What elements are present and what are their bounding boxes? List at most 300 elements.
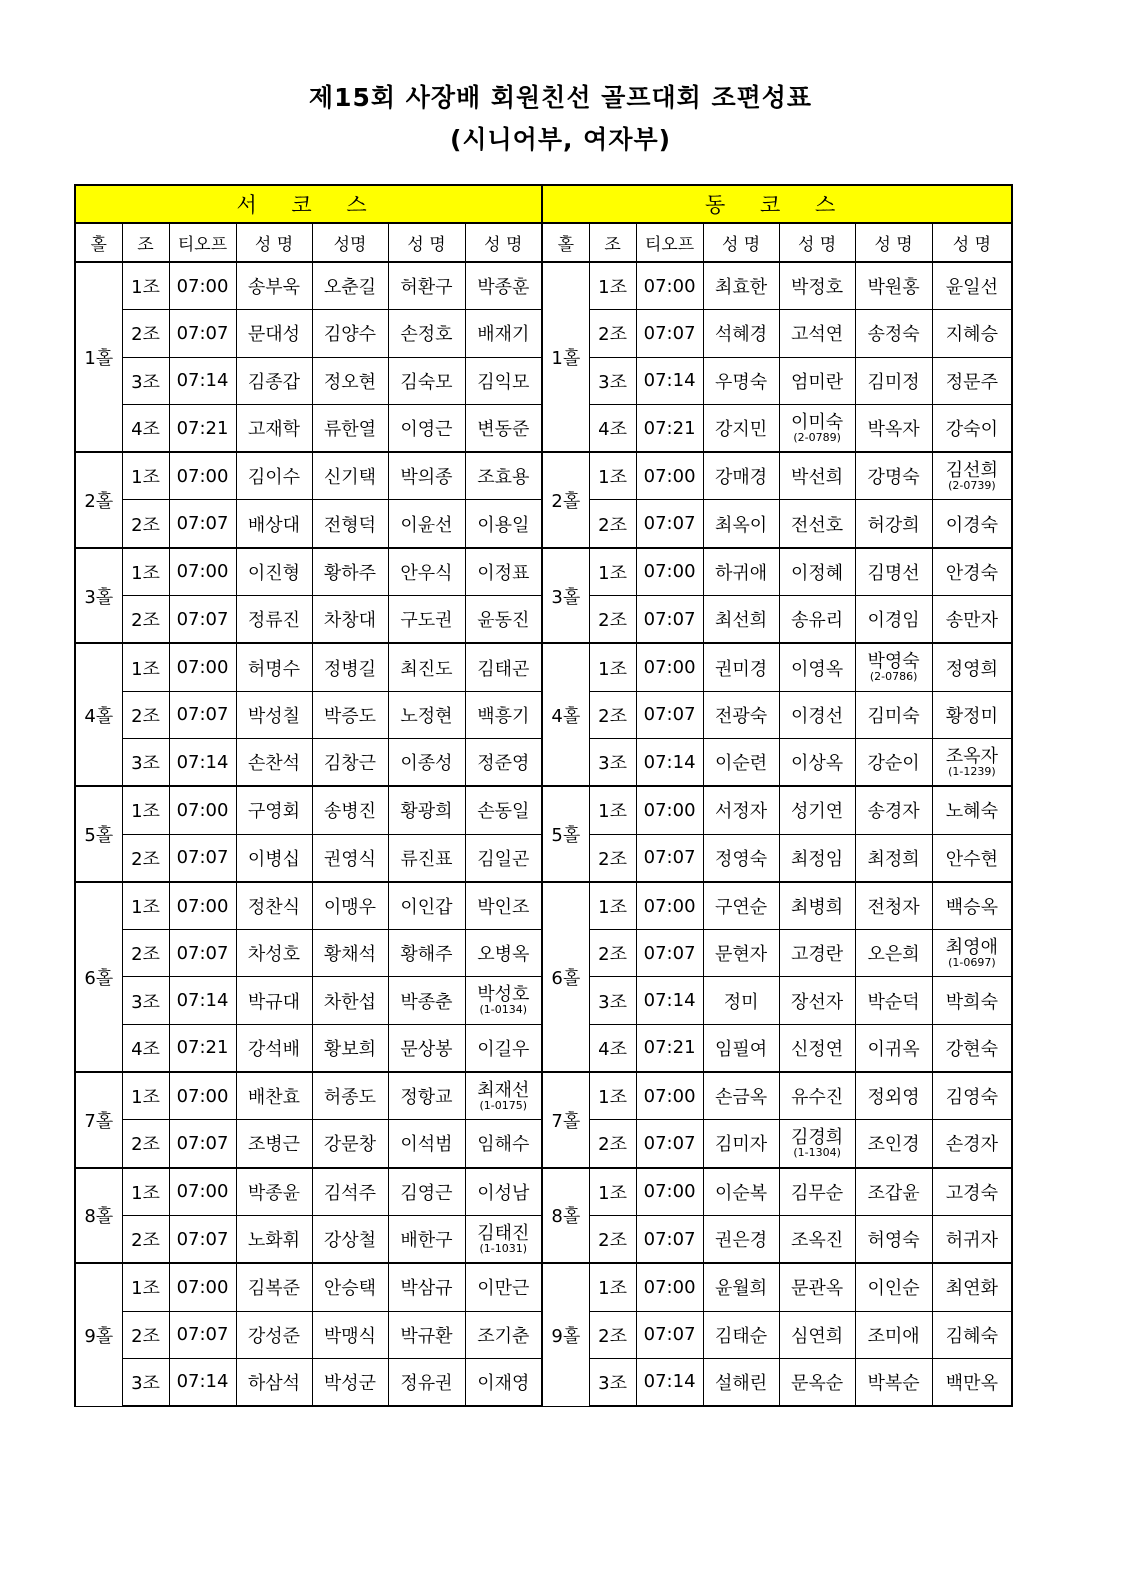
east-player-name: 최옥이: [703, 500, 779, 548]
east-tee-time: 07:00: [636, 1263, 703, 1311]
east-player-name: 안경숙: [932, 548, 1012, 596]
west-tee-time: 07:00: [169, 1263, 236, 1311]
table-row: [75, 882, 1012, 930]
east-player-name: 조인경: [855, 1120, 932, 1168]
west-header-group: 조: [122, 223, 169, 262]
east-group: 3조: [589, 738, 636, 786]
west-player-name: 황하주: [312, 548, 388, 596]
west-group: 4조: [122, 1024, 169, 1072]
west-player-name: 권영식: [312, 834, 388, 882]
east-tee-time: 07:14: [636, 738, 703, 786]
west-player-name: [465, 977, 542, 1024]
west-player-name: 류진표: [388, 834, 465, 882]
east-group: 2조: [589, 834, 636, 882]
west-group: 2조: [122, 1311, 169, 1358]
west-course-header: 서 코 스: [75, 185, 542, 223]
west-tee-time: 07:14: [169, 1358, 236, 1406]
east-hole-label: 1홀: [542, 262, 589, 452]
west-player-name: 이용일: [465, 500, 542, 548]
west-player-name: 김익모: [465, 357, 542, 404]
east-player-name: 송정숙: [855, 310, 932, 357]
west-tee-time: 07:07: [169, 310, 236, 357]
east-tee-time: 07:00: [636, 1168, 703, 1216]
west-player-name: 정준영: [465, 738, 542, 786]
east-player-name: 고석연: [779, 310, 855, 357]
east-player-name: 윤일선: [932, 262, 1012, 310]
west-group: 1조: [122, 1072, 169, 1120]
east-hole-label: 6홀: [542, 882, 589, 1072]
east-group: 2조: [589, 1311, 636, 1358]
west-player-name: 강석배: [236, 1024, 312, 1072]
player-number: (1-0134): [479, 1003, 528, 1017]
west-tee-time: 07:07: [169, 691, 236, 738]
west-group: 2조: [122, 596, 169, 644]
west-group: 1조: [122, 643, 169, 691]
east-player-name: 김영숙: [932, 1072, 1012, 1120]
west-player-name: 김양수: [312, 310, 388, 357]
west-tee-time: 07:14: [169, 357, 236, 404]
west-player-name: 이석범: [388, 1120, 465, 1168]
west-tee-time: 07:00: [169, 882, 236, 930]
east-player-name: 고경란: [779, 930, 855, 977]
east-player-name: 강명숙: [855, 452, 932, 500]
west-tee-time: 07:07: [169, 500, 236, 548]
table-row: [75, 643, 1012, 691]
west-header-name-2: 성명: [312, 223, 388, 262]
west-player-name: 이성남: [465, 1168, 542, 1216]
east-player-name: 권은경: [703, 1215, 779, 1263]
east-player-name: 전광숙: [703, 691, 779, 738]
west-tee-time: 07:07: [169, 834, 236, 882]
west-player-name: 이만근: [465, 1263, 542, 1311]
east-hole-label: 5홀: [542, 786, 589, 882]
east-tee-time: 07:07: [636, 1120, 703, 1168]
west-group: 1조: [122, 548, 169, 596]
west-group: 4조: [122, 404, 169, 452]
east-group: 3조: [589, 357, 636, 404]
west-player-name: 박맹식: [312, 1311, 388, 1358]
east-player-name: 박희숙: [932, 977, 1012, 1024]
west-player-name: 안승택: [312, 1263, 388, 1311]
west-player-name: 손동일: [465, 786, 542, 834]
east-player-name: 하귀애: [703, 548, 779, 596]
east-player-name: 정문주: [932, 357, 1012, 404]
west-player-name: 황광희: [388, 786, 465, 834]
west-group: 2조: [122, 1120, 169, 1168]
west-player-name: [465, 1215, 542, 1263]
east-tee-time: 07:00: [636, 452, 703, 500]
east-player-name: 심연희: [779, 1311, 855, 1358]
west-player-name: 김복준: [236, 1263, 312, 1311]
west-player-name: 구영회: [236, 786, 312, 834]
east-hole-label: 4홀: [542, 643, 589, 786]
west-hole-label: 6홀: [75, 882, 122, 1072]
west-player-name: [465, 1072, 542, 1120]
west-hole-label: 7홀: [75, 1072, 122, 1168]
east-group: 4조: [589, 404, 636, 452]
west-group: 2조: [122, 1215, 169, 1263]
pairing-table-body: [75, 262, 1012, 1406]
west-player-name: 변동준: [465, 404, 542, 452]
west-group: 3조: [122, 738, 169, 786]
west-player-name: 강성준: [236, 1311, 312, 1358]
east-player-name: 박선희: [779, 452, 855, 500]
east-player-name: 강숙이: [932, 404, 1012, 452]
east-player-name: 김태순: [703, 1311, 779, 1358]
east-player-name: 장선자: [779, 977, 855, 1024]
table-row: [75, 1263, 1012, 1311]
west-player-name: 정류진: [236, 596, 312, 644]
table-row: [75, 786, 1012, 834]
east-header-hole: 홀: [542, 223, 589, 262]
east-player-name: [932, 930, 1012, 977]
east-tee-time: 07:14: [636, 977, 703, 1024]
west-player-name: 류한열: [312, 404, 388, 452]
west-player-name: 이진형: [236, 548, 312, 596]
west-group: 2조: [122, 834, 169, 882]
east-tee-time: 07:00: [636, 643, 703, 691]
east-tee-time: 07:00: [636, 262, 703, 310]
west-player-name: 정오현: [312, 357, 388, 404]
player-number: (2-0789): [793, 430, 841, 444]
west-header-name-4: 성 명: [465, 223, 542, 262]
west-player-name: 박성군: [312, 1358, 388, 1406]
west-tee-time: 07:21: [169, 404, 236, 452]
west-player-name: 이길우: [465, 1024, 542, 1072]
pairing-table: [74, 184, 1013, 1407]
table-row: [75, 1168, 1012, 1216]
west-player-name: 송부욱: [236, 262, 312, 310]
east-tee-time: 07:07: [636, 500, 703, 548]
east-player-name: 이귀옥: [855, 1024, 932, 1072]
east-player-name: 최정희: [855, 834, 932, 882]
east-player-name: 이정혜: [779, 548, 855, 596]
west-group: 2조: [122, 310, 169, 357]
east-player-name: 지혜승: [932, 310, 1012, 357]
east-tee-time: 07:07: [636, 1215, 703, 1263]
east-player-name: 석혜경: [703, 310, 779, 357]
east-tee-time: 07:07: [636, 691, 703, 738]
west-player-name: 구도권: [388, 596, 465, 644]
west-tee-time: 07:07: [169, 930, 236, 977]
west-player-name: 김이수: [236, 452, 312, 500]
west-header-name-3: 성 명: [388, 223, 465, 262]
west-player-name: 정항교: [388, 1072, 465, 1120]
west-player-name: 배재기: [465, 310, 542, 357]
west-player-name: 박종훈: [465, 262, 542, 310]
player-name: 조옥자: [945, 745, 998, 767]
west-player-name: 이영근: [388, 404, 465, 452]
east-hole-label: 3홀: [542, 548, 589, 644]
east-player-name: 황정미: [932, 691, 1012, 738]
west-hole-label: 1홀: [75, 262, 122, 452]
west-group: 1조: [122, 452, 169, 500]
east-player-name: 이순련: [703, 738, 779, 786]
east-group: 2조: [589, 310, 636, 357]
table-row: [75, 548, 1012, 596]
west-header-tee-off: 티오프: [169, 223, 236, 262]
page-title: 제15회 사장배 회원친선 골프대회 조편성표: [308, 83, 813, 112]
west-player-name: 허명수: [236, 643, 312, 691]
east-hole-label: 7홀: [542, 1072, 589, 1168]
east-player-name: 고경숙: [932, 1168, 1012, 1216]
west-player-name: 손찬석: [236, 738, 312, 786]
east-tee-time: 07:00: [636, 548, 703, 596]
west-player-name: 안우식: [388, 548, 465, 596]
west-player-name: 이재영: [465, 1358, 542, 1406]
east-player-name: 박옥자: [855, 404, 932, 452]
west-player-name: 박규대: [236, 977, 312, 1024]
west-tee-time: 07:14: [169, 977, 236, 1024]
west-player-name: 조병근: [236, 1120, 312, 1168]
east-player-name: 송경자: [855, 786, 932, 834]
east-player-name: 김미정: [855, 357, 932, 404]
east-player-name: 김혜숙: [932, 1311, 1012, 1358]
west-player-name: 김석주: [312, 1168, 388, 1216]
east-player-name: 박복순: [855, 1358, 932, 1406]
west-group: 1조: [122, 262, 169, 310]
east-group: 3조: [589, 1358, 636, 1406]
east-player-name: 손경자: [932, 1120, 1012, 1168]
east-tee-time: 07:14: [636, 1358, 703, 1406]
east-tee-time: 07:00: [636, 1072, 703, 1120]
east-tee-time: 07:07: [636, 596, 703, 644]
west-tee-time: 07:00: [169, 1168, 236, 1216]
west-header-hole: 홀: [75, 223, 122, 262]
west-player-name: 차창대: [312, 596, 388, 644]
west-group: 1조: [122, 1263, 169, 1311]
east-player-name: 이순복: [703, 1168, 779, 1216]
east-tee-time: 07:00: [636, 882, 703, 930]
west-hole-label: 3홀: [75, 548, 122, 644]
west-player-name: 임해수: [465, 1120, 542, 1168]
west-player-name: 김영근: [388, 1168, 465, 1216]
east-group: 1조: [589, 786, 636, 834]
east-group: 2조: [589, 691, 636, 738]
table-row: [75, 452, 1012, 500]
west-player-name: 배한구: [388, 1215, 465, 1263]
player-name: 김경희: [791, 1126, 844, 1148]
east-group: 1조: [589, 1263, 636, 1311]
player-number: (1-0697): [948, 955, 996, 969]
west-player-name: 박종윤: [236, 1168, 312, 1216]
west-player-name: 차한섭: [312, 977, 388, 1024]
east-player-name: [932, 738, 1012, 786]
west-player-name: 문대성: [236, 310, 312, 357]
west-hole-label: 9홀: [75, 1263, 122, 1406]
east-player-name: 이인순: [855, 1263, 932, 1311]
east-hole-label: 9홀: [542, 1263, 589, 1406]
column-header-row: [75, 223, 1012, 262]
east-player-name: 전청자: [855, 882, 932, 930]
west-group: 1조: [122, 1168, 169, 1216]
east-group: 1조: [589, 262, 636, 310]
east-player-name: 유수진: [779, 1072, 855, 1120]
east-player-name: 최연화: [932, 1263, 1012, 1311]
west-tee-time: 07:07: [169, 1120, 236, 1168]
east-group: 1조: [589, 643, 636, 691]
east-player-name: 정영희: [932, 643, 1012, 691]
east-player-name: 이경임: [855, 596, 932, 644]
west-player-name: 박의종: [388, 452, 465, 500]
west-hole-label: 8홀: [75, 1168, 122, 1264]
player-number: (1-1031): [479, 1241, 528, 1255]
west-tee-time: 07:07: [169, 1215, 236, 1263]
east-player-name: 노혜숙: [932, 786, 1012, 834]
west-player-name: 김일곤: [465, 834, 542, 882]
east-header-name-4: 성 명: [932, 223, 1012, 262]
west-player-name: 강문창: [312, 1120, 388, 1168]
player-name: 김태진: [477, 1222, 530, 1244]
east-group: 2조: [589, 596, 636, 644]
west-tee-time: 07:00: [169, 548, 236, 596]
west-tee-time: 07:07: [169, 596, 236, 644]
east-player-name: 강순이: [855, 738, 932, 786]
east-header-name-2: 성 명: [779, 223, 855, 262]
east-player-name: 송만자: [932, 596, 1012, 644]
player-name: 최영애: [945, 936, 998, 958]
west-player-name: 박종춘: [388, 977, 465, 1024]
west-player-name: 허종도: [312, 1072, 388, 1120]
west-player-name: 박인조: [465, 882, 542, 930]
east-player-name: 이경숙: [932, 500, 1012, 548]
east-player-name: 김미숙: [855, 691, 932, 738]
east-player-name: 성기연: [779, 786, 855, 834]
east-player-name: [779, 1120, 855, 1168]
west-player-name: 박삼규: [388, 1263, 465, 1311]
west-player-name: 오춘길: [312, 262, 388, 310]
east-player-name: 강지민: [703, 404, 779, 452]
east-tee-time: 07:14: [636, 357, 703, 404]
west-tee-time: 07:21: [169, 1024, 236, 1072]
west-player-name: 박증도: [312, 691, 388, 738]
east-tee-time: 07:07: [636, 310, 703, 357]
east-group: 3조: [589, 977, 636, 1024]
player-number: (2-0739): [948, 478, 996, 492]
east-player-name: 백승옥: [932, 882, 1012, 930]
west-player-name: 이인갑: [388, 882, 465, 930]
west-player-name: 신기택: [312, 452, 388, 500]
west-group: 1조: [122, 882, 169, 930]
west-player-name: 허환구: [388, 262, 465, 310]
west-group: 2조: [122, 930, 169, 977]
west-group: 2조: [122, 691, 169, 738]
player-name: 박영숙: [867, 651, 920, 673]
west-tee-time: 07:00: [169, 262, 236, 310]
west-group: 3조: [122, 357, 169, 404]
east-player-name: 임필여: [703, 1024, 779, 1072]
east-player-name: 최병희: [779, 882, 855, 930]
east-player-name: 권미경: [703, 643, 779, 691]
east-player-name: 손금옥: [703, 1072, 779, 1120]
east-player-name: 이상옥: [779, 738, 855, 786]
player-number: (1-0175): [479, 1098, 528, 1112]
east-hole-label: 8홀: [542, 1168, 589, 1264]
east-group: 4조: [589, 1024, 636, 1072]
west-tee-time: 07:14: [169, 738, 236, 786]
west-player-name: 오병옥: [465, 930, 542, 977]
west-player-name: 배찬효: [236, 1072, 312, 1120]
east-player-name: 전선호: [779, 500, 855, 548]
east-group: 1조: [589, 1168, 636, 1216]
west-player-name: 이맹우: [312, 882, 388, 930]
east-player-name: 강매경: [703, 452, 779, 500]
player-name: 이미숙: [791, 411, 844, 433]
east-tee-time: 07:21: [636, 1024, 703, 1072]
west-player-name: 배상대: [236, 500, 312, 548]
west-player-name: 황해주: [388, 930, 465, 977]
east-group: 1조: [589, 1072, 636, 1120]
west-player-name: 하삼석: [236, 1358, 312, 1406]
east-tee-time: 07:00: [636, 786, 703, 834]
west-player-name: 차성호: [236, 930, 312, 977]
west-player-name: 조효용: [465, 452, 542, 500]
player-number: (1-1304): [793, 1145, 841, 1159]
west-player-name: 이병십: [236, 834, 312, 882]
east-player-name: 문관옥: [779, 1263, 855, 1311]
west-player-name: 김태곤: [465, 643, 542, 691]
page-subtitle: (시니어부, 여자부): [449, 125, 672, 154]
east-player-name: 문현자: [703, 930, 779, 977]
east-player-name: 강현숙: [932, 1024, 1012, 1072]
west-player-name: 전형덕: [312, 500, 388, 548]
east-player-name: 설해린: [703, 1358, 779, 1406]
west-tee-time: 07:00: [169, 452, 236, 500]
west-tee-time: 07:00: [169, 1072, 236, 1120]
east-player-name: 조옥진: [779, 1215, 855, 1263]
east-player-name: 박원홍: [855, 262, 932, 310]
east-player-name: 이영옥: [779, 643, 855, 691]
west-hole-label: 5홀: [75, 786, 122, 882]
west-player-name: 김창근: [312, 738, 388, 786]
east-player-name: 허영숙: [855, 1215, 932, 1263]
west-player-name: 박성칠: [236, 691, 312, 738]
east-course-header: 동 코 스: [542, 185, 1012, 223]
east-group: 2조: [589, 1120, 636, 1168]
east-player-name: 안수현: [932, 834, 1012, 882]
east-player-name: 엄미란: [779, 357, 855, 404]
east-player-name: 조미애: [855, 1311, 932, 1358]
east-hole-label: 2홀: [542, 452, 589, 548]
east-tee-time: 07:07: [636, 1311, 703, 1358]
west-player-name: 손정호: [388, 310, 465, 357]
west-hole-label: 2홀: [75, 452, 122, 548]
player-name: 박성호: [477, 984, 530, 1006]
east-header-group: 조: [589, 223, 636, 262]
east-header-name-1: 성 명: [703, 223, 779, 262]
west-player-name: 이종성: [388, 738, 465, 786]
west-player-name: 박규환: [388, 1311, 465, 1358]
west-header-name-1: 성 명: [236, 223, 312, 262]
east-group: 2조: [589, 1215, 636, 1263]
east-player-name: 박정호: [779, 262, 855, 310]
east-group: 2조: [589, 930, 636, 977]
east-player-name: 윤월희: [703, 1263, 779, 1311]
west-tee-time: 07:00: [169, 786, 236, 834]
east-player-name: 허귀자: [932, 1215, 1012, 1263]
west-tee-time: 07:00: [169, 643, 236, 691]
west-player-name: 윤동진: [465, 596, 542, 644]
east-group: 1조: [589, 548, 636, 596]
east-player-name: 최정임: [779, 834, 855, 882]
player-name: 최재선: [477, 1079, 530, 1101]
player-number: (2-0786): [869, 670, 918, 684]
west-player-name: 황보희: [312, 1024, 388, 1072]
table-row: [75, 262, 1012, 310]
west-player-name: 고재학: [236, 404, 312, 452]
east-group: 1조: [589, 882, 636, 930]
west-player-name: 김종갑: [236, 357, 312, 404]
